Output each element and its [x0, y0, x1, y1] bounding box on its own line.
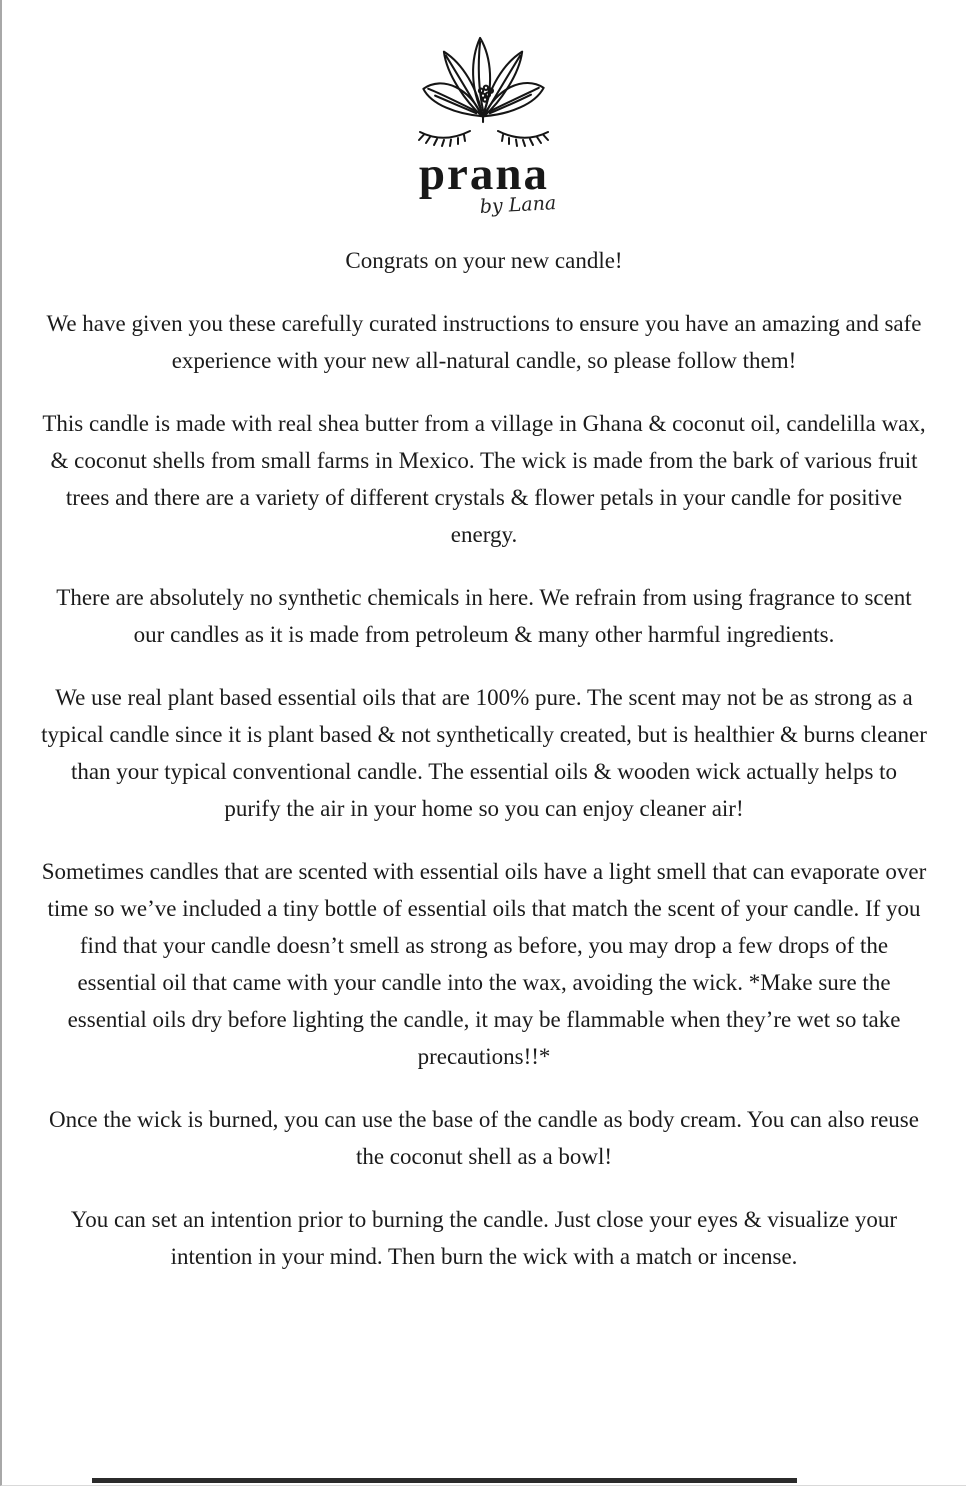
- paragraph-ingredients: This candle is made with real shea butter from a village in Ghana & coconut oil, candelilla wax, & coconut shells from small farms in Mexico. The wick is made from the bark of various fruit trees and there are a variety of different crystals & flower petals in your candle for positive energy.: [42, 411, 926, 547]
- paragraph-no-chemicals: There are absolutely no synthetic chemicals in here. We refrain from using fragrance to scent our candles as it is made from petroleum & many other harmful ingredients.: [56, 585, 912, 647]
- paragraph-instructions-intro: We have given you these carefully curated instructions to ensure you have an amazing and safe experience with your new all-natural candle, so please follow them!: [46, 311, 922, 373]
- closed-eyes-icon: [414, 124, 554, 150]
- brand-byline: by Lana: [479, 192, 557, 218]
- card-body: [41, 242, 927, 1275]
- paragraph-scent-refresh: Sometimes candles that are scented with essential oils have a light smell that can evaporate over time so we’ve included a tiny bottle of essential oils that match the scent of your candle. If you find that your candle doesn’t smell as strong as before, you may drop a few drops of the essential oil that came with your candle into the wax, avoiding the wick. *Make sure the essential oils dry before lighting the candle, it may be flammable when they’re wet so take precautions!!*: [41, 859, 927, 1069]
- paragraph-essential-oils: We use real plant based essential oils that are 100% pure. The scent may not be as strong as a typical candle since it is plant based & not synthetically created, but is healthier & burns cleaner than your typical conventional candle. The essential oils & wooden wick actually helps to purify the air in your home so you can enjoy cleaner air!: [41, 685, 927, 821]
- paragraph-intention: You can set an intention prior to burning the candle. Just close your eyes & visualize your intention in your mind. Then burn the wick with a match or incense.: [70, 1207, 898, 1269]
- lotus-flower-icon: [419, 34, 549, 124]
- bottom-edge-bar: [92, 1478, 797, 1483]
- paragraph-reuse: Once the wick is burned, you can use the base of the candle as body cream. You can also reuse the coconut shell as a bowl!: [49, 1107, 919, 1169]
- brand-header: [2, 0, 966, 216]
- brand-name: prana: [418, 148, 550, 200]
- card-heading: Congrats on your new candle!: [345, 248, 623, 273]
